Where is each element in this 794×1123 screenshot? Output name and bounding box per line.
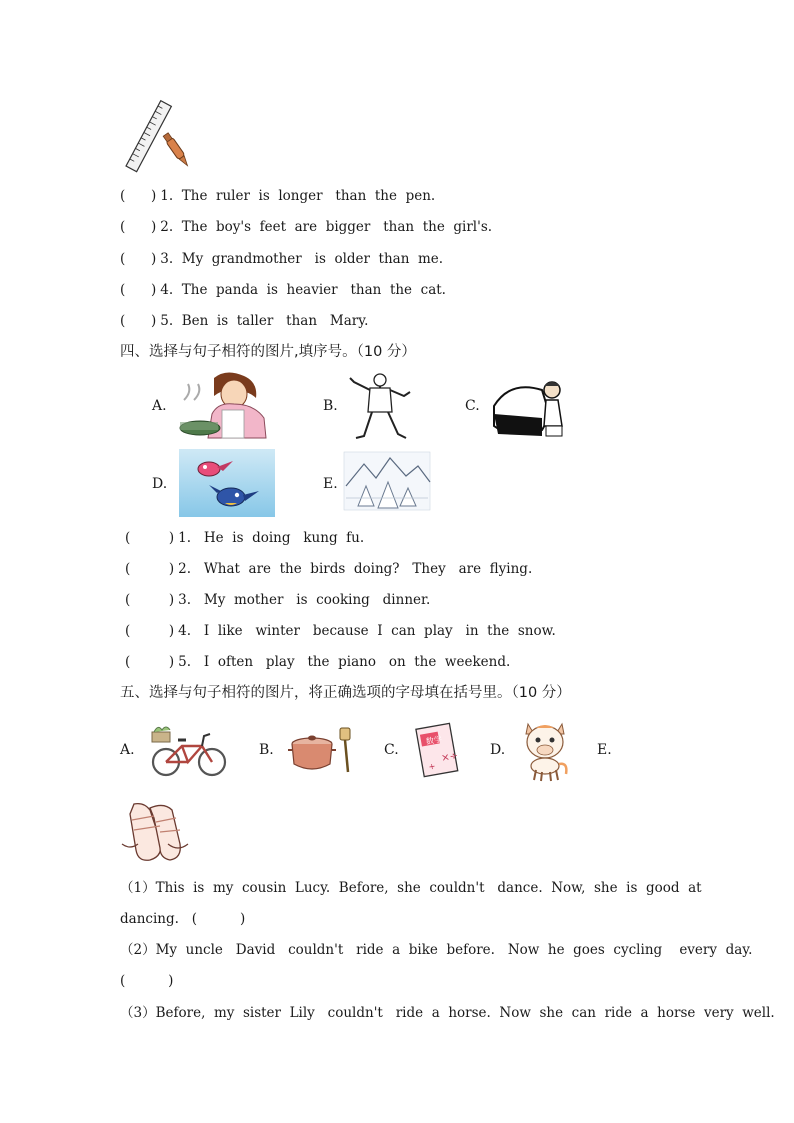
answer-bracket[interactable]: ( ) <box>120 973 174 989</box>
answer-bracket[interactable]: ( ) <box>125 592 175 608</box>
item-text: 5. I often play the piano on the weekend. <box>178 654 511 670</box>
answer-bracket[interactable]: ( ) <box>120 313 157 329</box>
item-text: 2. What are the birds doing? They are flying. <box>178 561 533 577</box>
math-book-picture <box>414 724 460 778</box>
book-cover-label: 数学 <box>425 734 443 747</box>
question-text-with-bracket[interactable]: dancing. ( ) <box>120 911 246 927</box>
item-text: 3. My grandmother is older than me. <box>160 251 444 267</box>
woman-cooking-picture <box>178 370 270 440</box>
answer-bracket[interactable]: ( ) <box>120 219 157 235</box>
option-label-c: C. <box>465 398 480 414</box>
dance-shoes-picture <box>120 800 190 864</box>
section5-heading: 五、选择与句子相符的图片，将正确选项的字母填在括号里。（10 分） <box>120 685 571 701</box>
item-text: 2. The boy's feet are bigger than the girl's. <box>160 219 493 235</box>
list-item <box>125 653 510 671</box>
option-label-e: E. <box>597 742 612 758</box>
option-label-b: B. <box>323 398 338 414</box>
list-item <box>120 218 492 236</box>
man-playing-piano-picture <box>490 376 568 440</box>
list-item <box>125 591 430 609</box>
item-text: 3. My mother is cooking dinner. <box>178 592 431 608</box>
item-text: 5. Ben is taller than Mary. <box>160 313 369 329</box>
svg-text:×÷: ×÷ <box>440 750 459 765</box>
answer-bracket[interactable]: ( ) <box>125 654 175 670</box>
option-label-a: A. <box>152 398 167 414</box>
kung-fu-man-picture <box>348 372 413 440</box>
option-label-c: C. <box>384 742 399 758</box>
item-text: 1. The ruler is longer than the pen. <box>160 188 436 204</box>
pot-and-spatula-picture <box>288 728 356 774</box>
flying-birds-picture <box>179 449 275 517</box>
bicycle-picture <box>150 724 230 778</box>
option-label-d: D. <box>152 476 168 492</box>
question-text: （3）Before, my sister Lily couldn't ride a horse. Now she can ride a horse very well. <box>120 1005 775 1021</box>
question-text: （2）My uncle David couldn't ride a bike before. Now he goes cycling every day. <box>120 942 753 958</box>
horse-picture <box>518 720 572 782</box>
question-text: （1）This is my cousin Lucy. Before, she couldn't dance. Now, she is good at <box>120 880 702 896</box>
list-item <box>125 529 364 547</box>
list-item <box>120 281 446 299</box>
section4-heading: 四、选择与句子相符的图片,填序号。（10 分） <box>120 344 416 360</box>
answer-bracket[interactable]: ( ) <box>125 623 175 639</box>
svg-text:+: + <box>427 761 437 772</box>
answer-bracket[interactable]: ( ) <box>120 188 157 204</box>
item-text: 4. I like winter because I can play in the snow. <box>178 623 556 639</box>
list-item <box>120 250 443 268</box>
list-item <box>120 187 435 205</box>
list-item <box>120 312 368 330</box>
option-label-d: D. <box>490 742 506 758</box>
answer-bracket[interactable]: ( ) <box>120 282 157 298</box>
item-text: 1. He is doing kung fu. <box>178 530 365 546</box>
list-item <box>125 560 532 578</box>
answer-bracket[interactable]: ( ) <box>125 561 175 577</box>
item-text: 4. The panda is heavier than the cat. <box>160 282 446 298</box>
answer-bracket[interactable]: ( ) <box>120 251 157 267</box>
answer-bracket[interactable]: ( ) <box>125 530 175 546</box>
ruler-and-pen-picture <box>120 100 200 180</box>
option-label-b: B. <box>259 742 274 758</box>
list-item <box>125 622 556 640</box>
snowy-mountains-picture <box>344 452 430 510</box>
option-label-e: E. <box>323 476 338 492</box>
option-label-a: A. <box>120 742 135 758</box>
